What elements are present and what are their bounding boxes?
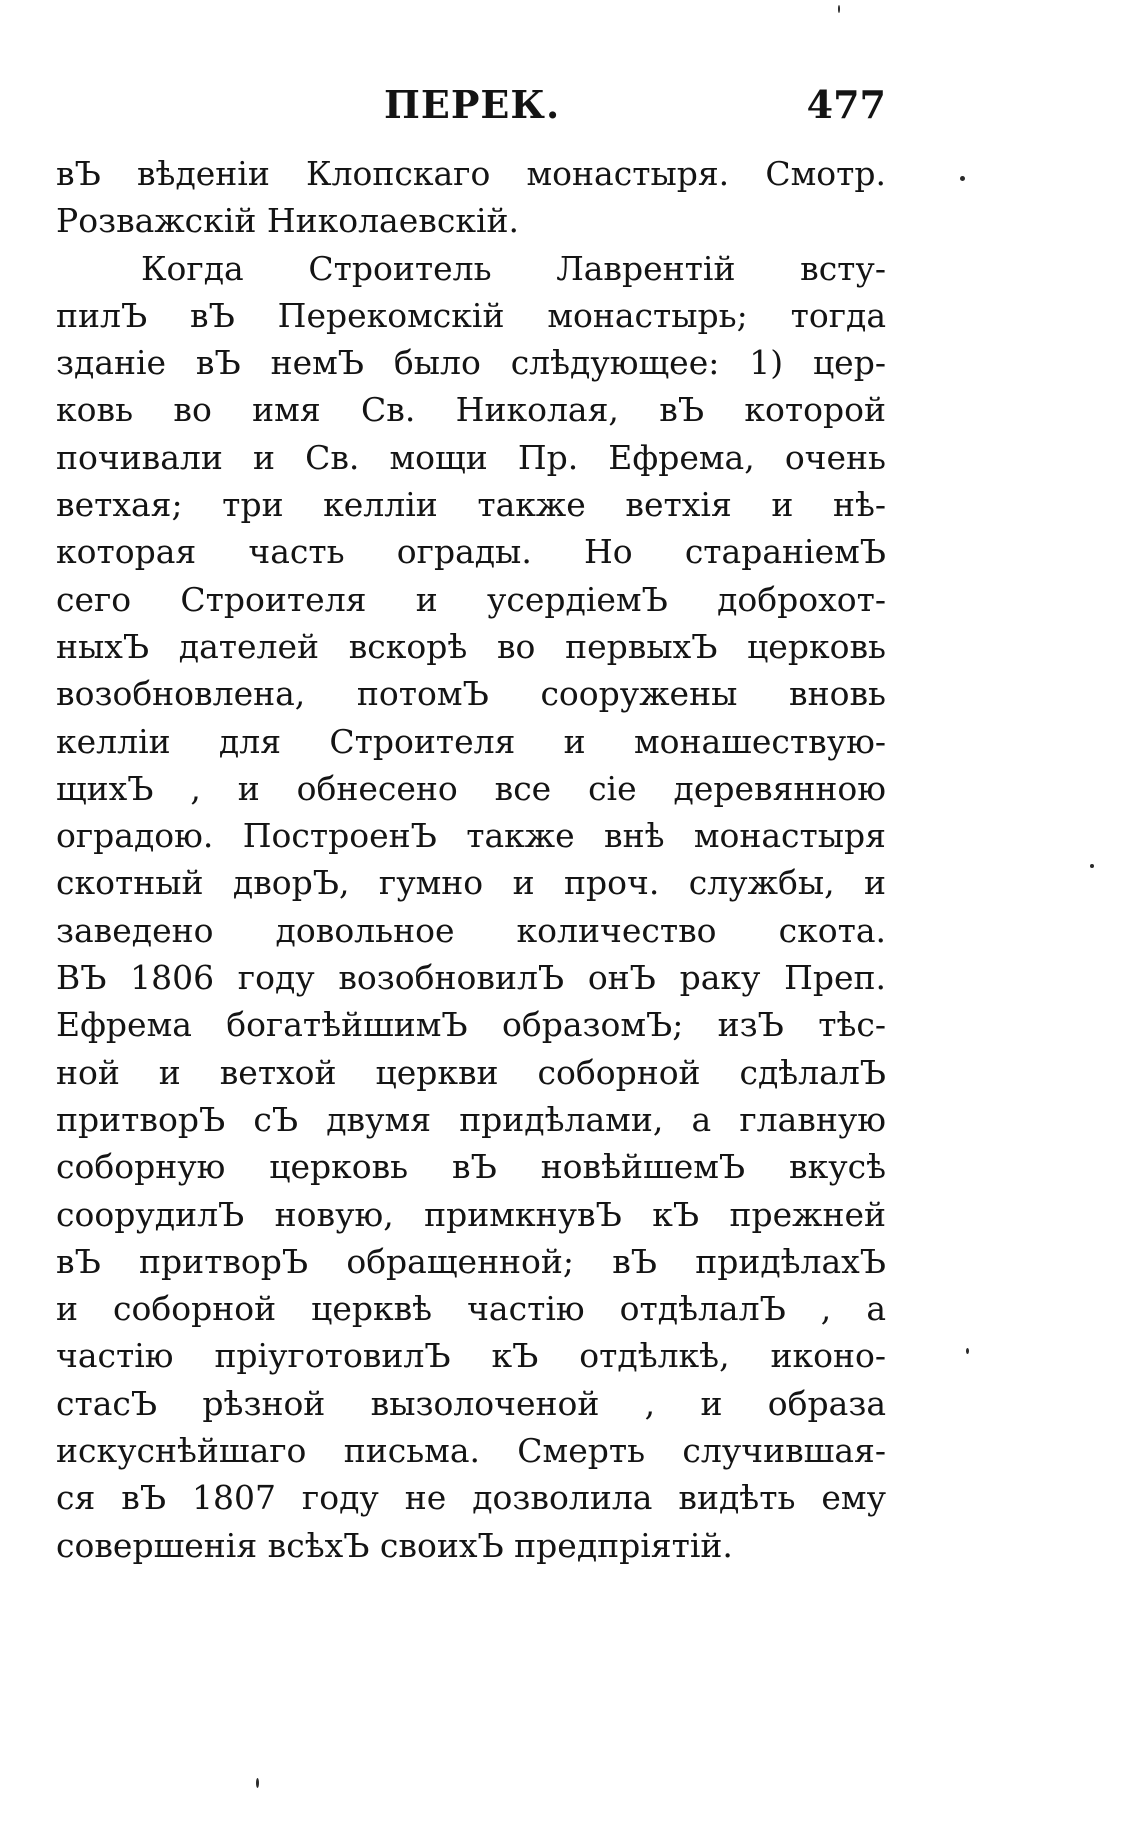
- page-number: 477: [806, 82, 886, 127]
- scan-speck: [960, 176, 965, 181]
- text-line: соборную церковь вЪ новѣйшемЪ вкусѣ: [56, 1147, 886, 1187]
- text-line: которая часть ограды. Но стараніемЪ: [56, 532, 886, 572]
- text-line: вЪ вѣденіи Клопскаго монастыря. Смотр.: [56, 154, 886, 193]
- text-line: скотный дворЪ, гумно и проч. службы, и: [56, 863, 886, 903]
- text-line: заведено довольное количество скота.: [56, 910, 886, 950]
- text-line: стасЪ рѣзной вызолоченой , и образа: [56, 1383, 886, 1423]
- text-line: соорудилЪ новую, примкнувЪ кЪ прежней: [56, 1194, 886, 1234]
- text-line: ковь во имя Св. Николая, вЪ которой: [56, 390, 886, 430]
- text-line: оградою. ПостроенЪ также внѣ монастыря: [56, 816, 886, 856]
- scan-speck: [838, 5, 840, 13]
- scan-speck: [1090, 864, 1094, 868]
- text-line: келліи для Строителя и монашествую-: [56, 721, 886, 761]
- text-line: зданіе вЪ немЪ было слѣдующее: 1) цер-: [56, 343, 886, 383]
- text-line: щихЪ , и обнесено все сіе деревянною: [56, 768, 886, 808]
- text-line: искуснѣйшаго письма. Смерть случившая-: [56, 1431, 886, 1471]
- text-line: ВЪ 1806 году возобновилЪ онЪ раку Преп.: [56, 958, 886, 998]
- scan-speck: [966, 1348, 969, 1354]
- paragraph-last-line: совершенія всѣхЪ своихЪ предпріятій.: [56, 1525, 733, 1565]
- paragraph-first-line: Когда Строитель Лаврентій всту-: [141, 248, 886, 288]
- running-head: ПЕРЕК.: [384, 82, 561, 127]
- scan-speck: [256, 1778, 259, 1788]
- text-line: частію пріуготовилЪ кЪ отдѣлкѣ, иконо-: [56, 1336, 886, 1376]
- text-line: сего Строителя и усердіемЪ доброхот-: [56, 579, 886, 619]
- text-line: Ефрема богатѣйшимЪ образомЪ; изЪ тѣс-: [56, 1005, 886, 1045]
- text-line: ной и ветхой церкви соборной сдѣлалЪ: [56, 1052, 886, 1092]
- text-line: пилЪ вЪ Перекомскій монастырь; тогда: [56, 295, 886, 335]
- text-line: и соборной церквѣ частію отдѣлалЪ , а: [56, 1289, 886, 1329]
- text-line: Розважскій Николаевскій.: [56, 201, 519, 241]
- text-line: притворЪ сЪ двумя придѣлами, а главную: [56, 1099, 886, 1139]
- text-line: вЪ притворЪ обращенной; вЪ придѣлахЪ: [56, 1241, 886, 1281]
- text-line: ныхЪ дателей вскорѣ во первыхЪ церковь: [56, 626, 886, 666]
- text-line: почивали и Св. мощи Пр. Ефрема, очень: [56, 437, 886, 477]
- text-line: ветхая; три келліи также ветхія и нѣ-: [56, 485, 886, 525]
- page-header: [56, 82, 886, 142]
- text-line: возобновлена, потомЪ сооружены вновь: [56, 674, 886, 714]
- text-line: ся вЪ 1807 году не дозволила видѣть ему: [56, 1478, 886, 1518]
- body-text: [56, 150, 886, 1569]
